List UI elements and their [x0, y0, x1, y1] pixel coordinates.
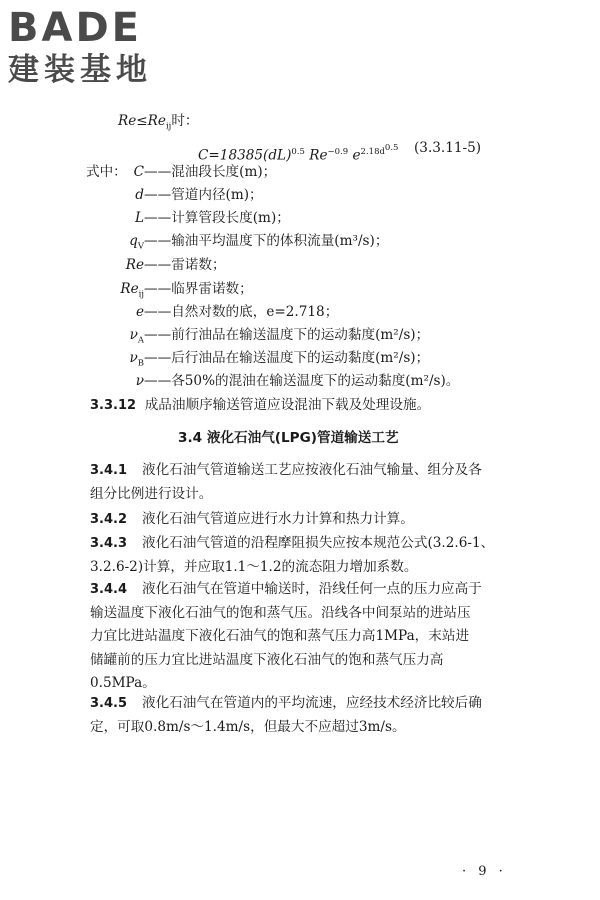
definition-description: ——各50%的混油在输送温度下的运动黏度(m²/s)。	[144, 373, 460, 389]
clause-text: 组分比例进行设计。	[90, 485, 213, 502]
clause-line	[90, 580, 482, 599]
condition-var2: Re	[147, 113, 166, 129]
clause-line	[90, 627, 469, 645]
definition-symbol: q	[129, 233, 138, 249]
definition-description: ——前行油品在输送温度下的运动黏度(m²/s)；	[144, 327, 430, 343]
clause-text: 3.2.6-2)计算，并应取1.1～1.2的流态阻力增加系数。	[90, 558, 418, 575]
definition-subscript: V	[137, 241, 144, 252]
clause-id: 3.4.3	[90, 536, 128, 551]
clause-text: 液化石油气在管道中输送时，沿线任何一点的压力应高于	[142, 581, 482, 597]
condition-line	[118, 112, 199, 136]
definition-row	[0, 372, 459, 390]
condition-op: ≤	[136, 113, 148, 129]
clause-text: 成品油顺序输送管道应设混油下载及处理设施。	[144, 397, 431, 413]
clause-text: 定，可取0.8m/s～1.4m/s，但最大不应超过3m/s。	[90, 718, 406, 735]
logo	[8, 6, 178, 88]
clause-line	[90, 694, 482, 713]
clause-line	[90, 558, 417, 576]
section-heading: 3.4 液化石油气(LPG)管道输送工艺	[178, 430, 399, 446]
logo-brand: BADE	[8, 5, 142, 51]
definition-description: ——自然对数的底，e=2.718；	[144, 304, 339, 320]
formula-exp4: 0.5	[384, 143, 399, 153]
formula-number: (3.3.11-5)	[414, 140, 482, 156]
definition-row	[0, 280, 253, 304]
clause-text: 液化石油气在管道内的平均流速，应经技术经济比较后确	[142, 695, 482, 711]
definition-symbol: C	[133, 164, 144, 180]
logo-subtitle: 建装基地	[8, 52, 152, 88]
formula-re: Re	[309, 147, 328, 164]
clause-text: 0.5MPa。	[90, 675, 156, 691]
clause-text: 液化石油气管道输送工艺应按液化石油气输量、组分及各	[142, 462, 482, 478]
definition-description: ——管道内径(m)；	[144, 187, 263, 203]
formula-lhs: C=18385	[198, 147, 264, 164]
definition-description: ——输油平均温度下的体积流量(m³/s)；	[144, 233, 389, 249]
definition-description: ——临界雷诺数；	[144, 281, 253, 297]
definition-description: ——计算管段长度(m)；	[144, 210, 290, 226]
clause-text: 液化石油气管道应进行水力计算和热力计算。	[142, 511, 414, 527]
clause-id: 3.4.5	[90, 696, 128, 711]
definition-subscript: ij	[138, 289, 144, 300]
definition-row	[0, 209, 290, 227]
definition-description: ——后行油品在输送温度下的运动黏度(m²/s)；	[144, 350, 430, 366]
definition-row	[0, 163, 276, 181]
clause-text: 力宜比进站温度下液化石油气的饱和蒸气压力高1MPa，末站进	[90, 628, 470, 644]
clause-id: 3.4.4	[90, 582, 128, 597]
definition-symbol: d	[135, 187, 144, 203]
clause-line	[90, 485, 212, 503]
definition-row	[0, 349, 429, 373]
clause-line	[90, 674, 156, 692]
condition-suffix: 时：	[171, 113, 199, 129]
definition-row	[0, 232, 388, 256]
definition-symbol: ν	[135, 373, 144, 389]
definition-symbol: Re	[125, 257, 144, 273]
clause-id: 3.3.12	[90, 398, 137, 413]
where-label: 式中：	[86, 164, 127, 180]
clause-text: 液化石油气管道的沿程摩阻损失应按本规范公式(3.2.6-1、	[142, 535, 495, 551]
definition-description: ——混油段长度(m)；	[144, 164, 277, 180]
definition-row	[0, 326, 429, 350]
definition-row	[0, 303, 338, 321]
formula	[198, 139, 398, 164]
condition-var: Re	[118, 113, 137, 129]
clause-line	[90, 510, 414, 529]
clause-line	[90, 534, 494, 553]
clause-id: 3.4.1	[90, 463, 128, 478]
formula-e: e	[352, 147, 361, 164]
formula-exp2: −0.9	[327, 146, 349, 157]
definition-symbol: L	[134, 210, 144, 226]
definition-symbol: ν	[129, 350, 138, 366]
clause-text: 输送温度下液化石油气的饱和蒸气压。沿线各中间泵站的进站压	[90, 604, 471, 621]
definition-row	[0, 256, 226, 274]
clause-3-3-12	[90, 396, 430, 415]
condition-sub: ij	[165, 121, 172, 132]
definition-symbol: e	[135, 304, 144, 320]
formula-exp1: 0.5	[291, 146, 305, 157]
clause-line	[90, 718, 406, 736]
clause-id: 3.4.2	[90, 512, 128, 527]
definition-row	[0, 186, 263, 204]
definition-symbol: Re	[120, 281, 139, 297]
definition-description: ——雷诺数；	[144, 257, 226, 273]
definition-subscript: A	[137, 335, 144, 346]
definition-subscript: B	[137, 358, 144, 369]
definition-symbol: ν	[129, 327, 138, 343]
clause-line	[90, 604, 471, 622]
clause-line	[90, 461, 482, 480]
formula-exp3: 2.18d	[360, 146, 385, 157]
formula-group: (dL)	[263, 147, 292, 164]
page-number: · 9 ·	[462, 864, 507, 879]
clause-text: 储罐前的压力宜比进站温度下液化石油气的饱和蒸气压力高	[90, 651, 444, 668]
clause-line	[90, 651, 443, 669]
